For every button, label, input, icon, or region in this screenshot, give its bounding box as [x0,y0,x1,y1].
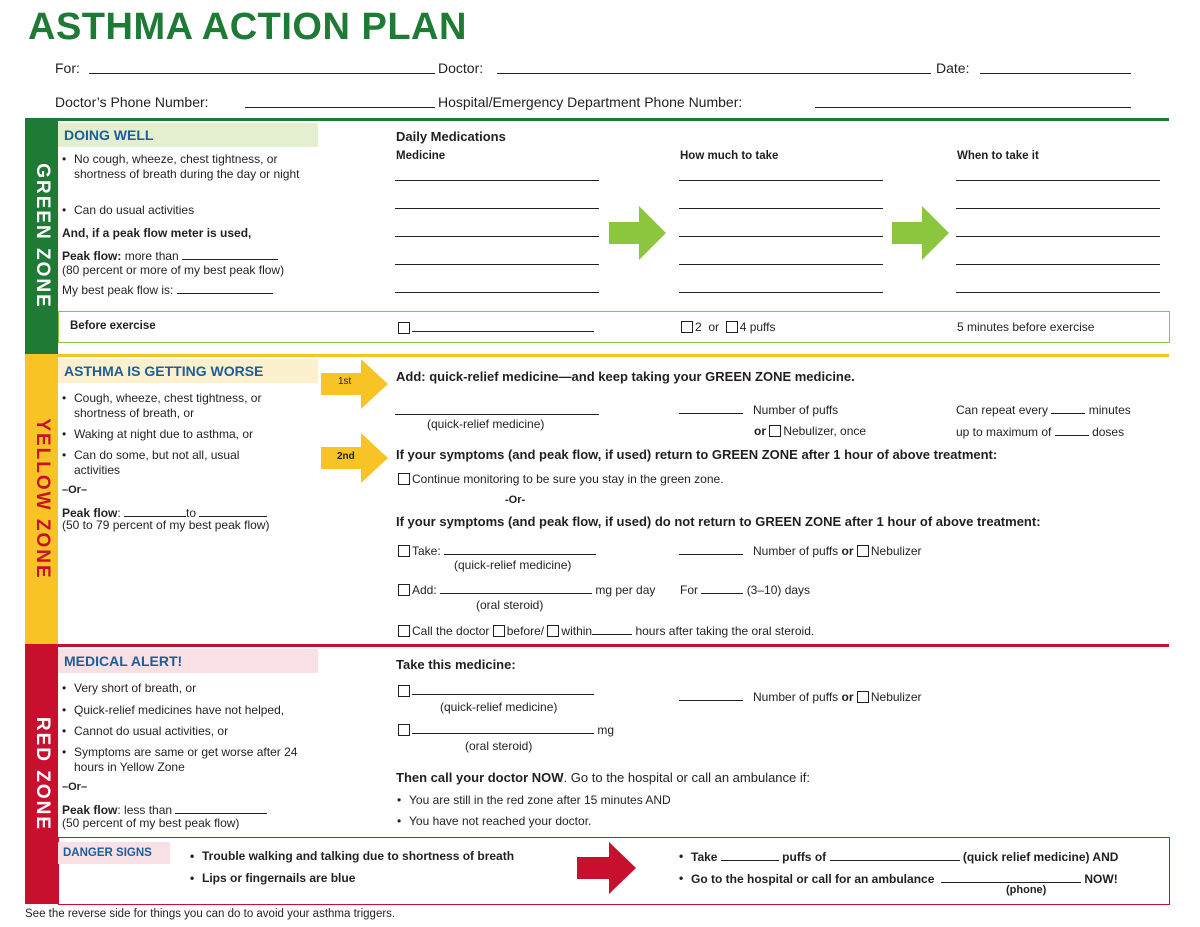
yellow-quick-relief-field[interactable] [395,414,599,415]
before-exercise-med-field[interactable] [412,320,594,332]
red-number-of-puffs: Number of puffs or Nebulizer [679,689,922,704]
col-how-much: How much to take [680,150,779,162]
red-peak-flow-field[interactable] [175,802,267,814]
danger-bullet-1: • Trouble walking and talking due to shortness of breath [190,849,515,863]
call-the-doctor: Call the doctor before/ within hours after taking the oral steroid. [398,623,814,638]
yellow-zone-rule [58,354,1169,357]
medicine-line[interactable] [395,236,599,237]
green-bullet-2: • Can do usual activities [62,203,195,217]
red-bullet-4: • Symptoms are same or get worse after 24 hours in Yellow Zone [62,745,298,774]
checkbox[interactable] [398,322,410,334]
tab-2nd-label: 2nd [337,451,355,462]
when-line[interactable] [956,180,1160,181]
yellow-nebulizer-once: or Nebulizer, once [754,424,867,438]
arrow-right-icon [892,206,950,260]
green-zone-label: GREEN ZONE [31,163,53,309]
yellow-add: Add: mg per day [398,582,655,597]
green-zone-rule [58,118,1169,121]
continue-monitoring: Continue monitoring to be sure you stay in the green zone. [398,472,724,486]
danger-take: • Take puffs of (quick relief medicine) AND [679,849,1119,864]
red-oral-steroid-caption: (oral steroid) [465,739,533,753]
when-line[interactable] [956,236,1160,237]
days-field[interactable] [701,582,743,594]
arrow-1st-icon [321,359,389,409]
red-oral-steroid: mg [398,722,614,737]
yellow-add-field[interactable] [440,582,592,594]
for-field[interactable] [89,73,435,74]
before-exercise-label: Before exercise [70,320,156,332]
yellow-take-caption: (quick-relief medicine) [454,558,572,572]
doctor-field[interactable] [497,73,931,74]
doctor-phone-label: Doctor’s Phone Number: [55,94,209,110]
yellow-peak-flow-high[interactable] [199,505,267,517]
checkbox[interactable] [398,545,410,557]
yellow-peak-flow-note: (50 to 79 percent of my best peak flow) [62,518,270,532]
hospital-phone-field[interactable] [815,107,1131,108]
checkbox[interactable] [857,545,869,557]
col-medicine: Medicine [396,150,446,162]
checkbox[interactable] [398,625,410,637]
yellow-peak-flow: Peak flow: to [62,505,267,520]
medicine-line[interactable] [395,180,599,181]
yellow-bullet-1: • Cough, wheeze, chest tightness, or shortness of breath, or [62,391,262,420]
add-quick-relief-line: Add: quick-relief medicine—and keep taking your GREEN ZONE medicine. [396,369,855,384]
red-or-divider: –Or– [62,781,88,793]
red-quick-relief-caption: (quick-relief medicine) [440,700,558,714]
how-much-line[interactable] [679,208,883,209]
then-call-doctor: Then call your doctor NOW. Go to the hospital or call an ambulance if: [396,770,810,785]
medicine-line[interactable] [395,292,599,293]
red-zone-rule [58,644,1169,647]
danger-bullet-2: • Lips or fingernails are blue [190,871,356,885]
arrow-right-icon [577,842,637,894]
within-hours-field[interactable] [592,623,632,635]
green-peak-flow: Peak flow: more than [62,248,278,263]
when-line[interactable] [956,292,1160,293]
red-zone-label: RED ZONE [31,716,53,832]
yellow-puffs-field[interactable] [679,402,743,414]
yellow-take-field[interactable] [444,543,596,555]
yellow-bullet-2: • Waking at night due to asthma, or [62,427,253,441]
yellow-for-days: For (3–10) days [680,583,811,597]
return-to-green-line: If your symptoms (and peak flow, if used) return to GREEN ZONE after 1 hour of above treatment: [396,447,998,462]
how-much-line[interactable] [679,236,883,237]
how-much-line[interactable] [679,292,883,293]
danger-go-hospital: • Go to the hospital or call for an ambulance NOW! [679,871,1118,886]
not-return-line: If your symptoms (and peak flow, if used) do not return to GREEN ZONE after 1 hour of above treatment: [396,514,1041,529]
checkbox[interactable] [398,473,410,485]
when-line[interactable] [956,208,1160,209]
red-bullet-2: • Quick-relief medicines have not helped, [62,703,285,717]
minutes-before-exercise: 5 minutes before exercise [957,320,1095,334]
yellow-oral-steroid-caption: (oral steroid) [476,598,544,612]
max-doses-field[interactable] [1055,424,1089,436]
best-peak-flow-field[interactable] [177,282,273,294]
yellow-take: Take: [398,543,596,558]
when-line[interactable] [956,264,1160,265]
yellow-take-puffs: Number of puffs or Nebulizer [679,543,922,558]
checkbox[interactable] [398,584,410,596]
red-oral-steroid-field[interactable] [412,722,594,734]
yellow-bullet-3: • Can do some, but not all, usual activities [62,448,240,477]
yellow-quick-relief-caption: (quick-relief medicine) [427,417,545,431]
repeat-minutes-field[interactable] [1051,402,1085,414]
red-quick-relief [398,683,594,698]
yellow-zone-label: YELLOW ZONE [31,418,53,580]
for-label: For: [55,60,80,76]
danger-signs-heading: DANGER SIGNS [63,847,152,859]
yellow-zone-bar [25,354,58,644]
before-exercise-med [398,320,594,335]
checkbox[interactable] [398,685,410,697]
red-bullet-1: • Very short of breath, or [62,681,197,695]
checkbox[interactable] [398,724,410,736]
red-puffs-field[interactable] [679,689,743,701]
yellow-zone-heading: ASTHMA IS GETTING WORSE [58,359,318,383]
red-zone-heading: MEDICAL ALERT! [58,649,318,673]
medicine-line[interactable] [395,208,599,209]
red-peak-flow: Peak flow: less than [62,802,267,817]
doctor-phone-field[interactable] [245,107,435,108]
medicine-line[interactable] [395,264,599,265]
green-peak-flow-field[interactable] [182,248,278,260]
page-title: ASTHMA ACTION PLAN [28,6,467,48]
arrow-2nd-icon [321,433,389,483]
yellow-or-divider: –Or– [62,484,88,496]
danger-medicine-field[interactable] [830,849,960,861]
red-if-bullet-2: • You have not reached your doctor. [397,814,592,828]
red-if-bullet-1: • You are still in the red zone after 15 minutes AND [397,793,671,807]
footer-note: See the reverse side for things you can do to avoid your asthma triggers. [25,908,396,920]
red-zone-bar [25,644,58,904]
how-much-line[interactable] [679,180,883,181]
best-peak-flow: My best peak flow is: [62,282,273,297]
yellow-number-of-puffs: Number of puffs [679,402,838,417]
and-if-text: And, if a peak flow meter is used, [62,226,252,240]
danger-phone-field[interactable] [941,871,1081,883]
how-much-line[interactable] [679,264,883,265]
checkbox[interactable] [547,625,559,637]
up-to-max: up to maximum of doses [956,425,1125,439]
green-zone-bar [25,118,58,354]
checkbox[interactable] [493,625,505,637]
checkbox[interactable] [857,691,869,703]
yellow-take-puffs-field[interactable] [679,543,743,555]
green-zone-heading: DOING WELL [58,123,318,147]
danger-puffs-field[interactable] [721,849,779,861]
can-repeat: Can repeat every minutes [956,403,1131,417]
daily-meds-heading: Daily Medications [396,129,506,144]
before-exercise-puffs: 2 or 4 puffs [681,320,776,334]
yellow-peak-flow-low[interactable] [124,505,186,517]
checkbox[interactable] [726,321,738,333]
green-bullet-1: • No cough, wheeze, chest tightness, or shortness of breath during the day or night [62,152,300,181]
checkbox[interactable] [681,321,693,333]
red-bullet-3: • Cannot do usual activities, or [62,724,229,738]
red-quick-relief-field[interactable] [412,683,594,695]
take-this-medicine: Take this medicine: [396,657,516,672]
date-field[interactable] [980,73,1131,74]
tab-1st-label: 1st [338,376,352,387]
checkbox[interactable] [769,425,781,437]
arrow-right-icon [609,206,667,260]
danger-phone-caption: (phone) [1006,884,1047,896]
doctor-label: Doctor: [438,60,484,76]
green-peak-flow-note: (80 percent or more of my best peak flow) [62,263,285,277]
yellow-or-mid: -Or- [505,494,526,506]
date-label: Date: [936,60,970,76]
red-peak-flow-note: (50 percent of my best peak flow) [62,816,240,830]
col-when: When to take it [957,150,1039,162]
hospital-phone-label: Hospital/Emergency Department Phone Number: [438,94,743,110]
